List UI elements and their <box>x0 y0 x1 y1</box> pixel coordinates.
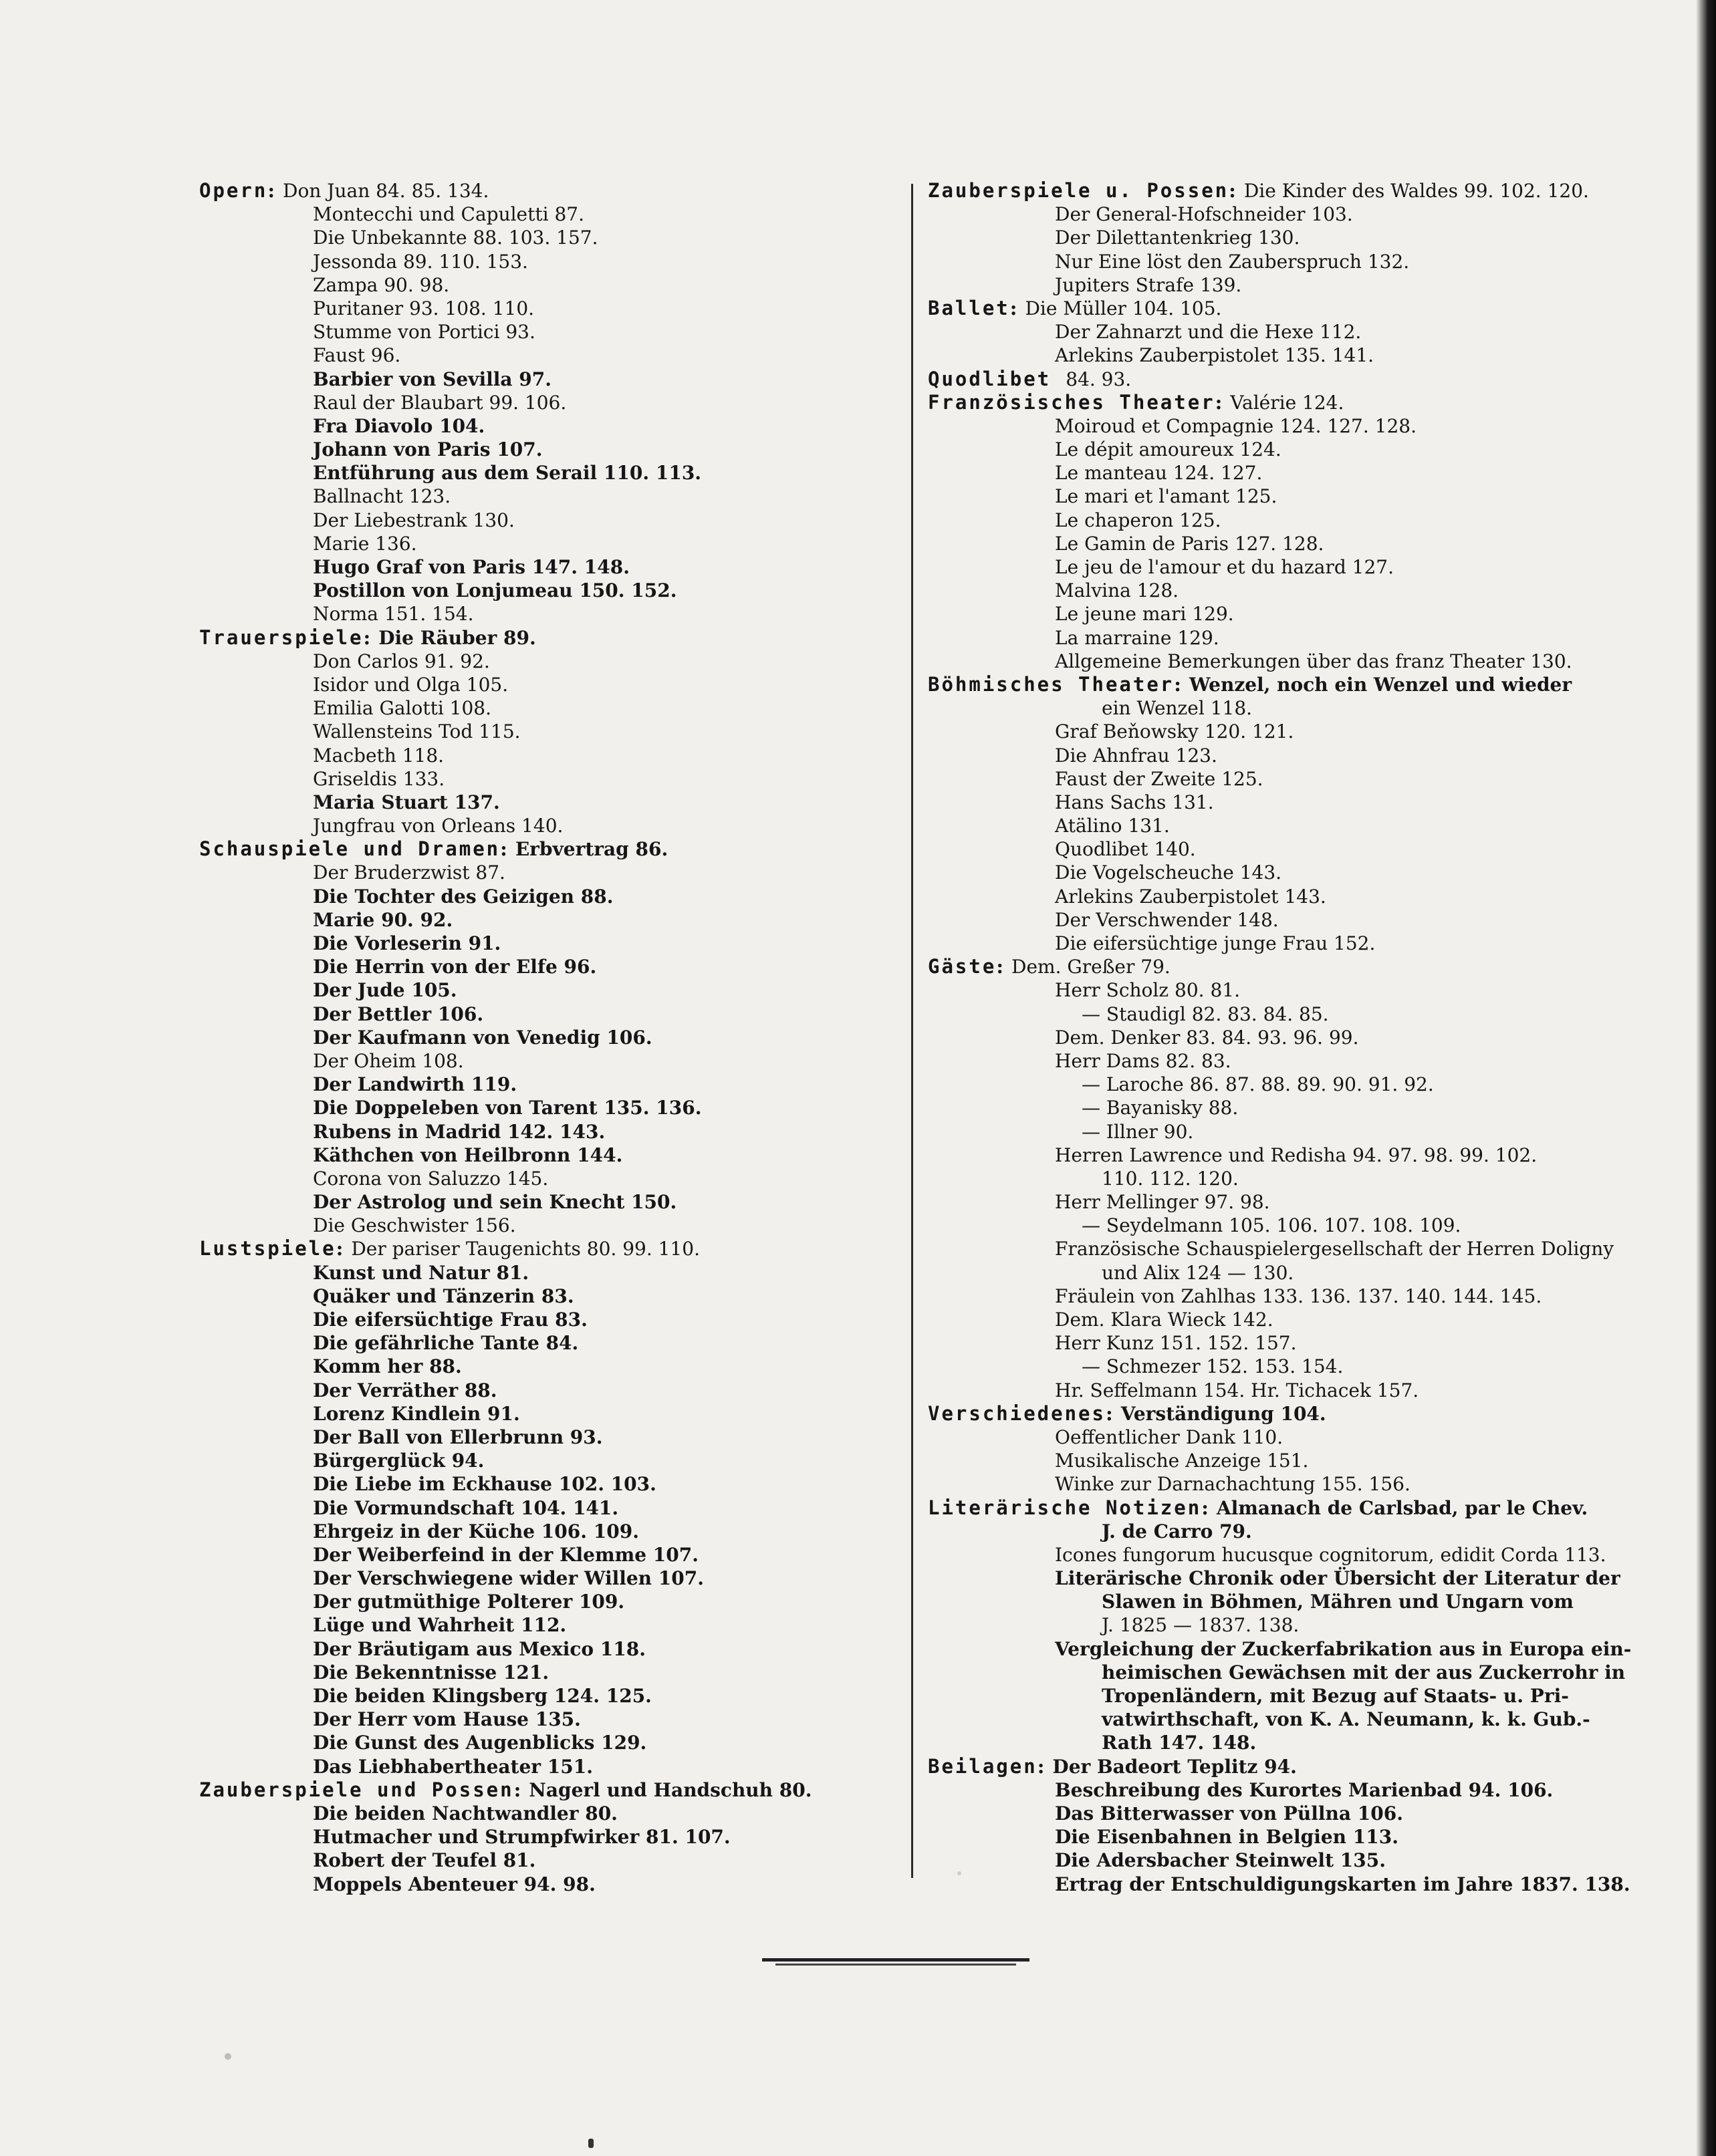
section-heading: Gäste <box>928 955 997 978</box>
index-entry: Arlekins Zauberpistolet 143. <box>1055 885 1326 908</box>
index-entry: Die Liebe im Eckhause 102. 103. <box>313 1473 656 1496</box>
index-entry: Macbeth 118. <box>313 744 445 767</box>
index-entry: Dem. Klara Wieck 142. <box>1055 1309 1273 1331</box>
index-entry: Die beiden Klingsberg 124. 125. <box>313 1685 652 1707</box>
section-heading: Literärische Notizen <box>928 1496 1202 1519</box>
end-rule-top <box>762 1958 1029 1962</box>
index-entry: Die gefährliche Tante 84. <box>313 1332 579 1355</box>
ink-speck <box>957 1871 961 1875</box>
index-section <box>199 1778 909 1896</box>
index-entry: Die Bekenntnisse 121. <box>313 1661 549 1683</box>
index-section <box>928 368 1643 391</box>
section-heading: Böhmisches Theater <box>928 672 1175 696</box>
index-section <box>199 179 909 626</box>
index-entry: Die eifersüchtige Frau 83. <box>313 1309 588 1331</box>
index-entry: Valérie 124. <box>1230 391 1344 414</box>
index-entry: Die Tochter des Geizigen 88. <box>313 885 614 908</box>
index-section <box>199 626 909 838</box>
index-entry: Hr. Seffelmann 154. Hr. Tichacek 157. <box>1055 1379 1419 1401</box>
index-entry: Zampa 90. 98. <box>313 273 450 296</box>
section-heading: Trauerspiele <box>199 626 364 649</box>
index-entry: Fräulein von Zahlhas 133. 136. 137. 140. 144. 145. <box>1055 1285 1542 1307</box>
page-edge-shadow <box>1696 0 1716 2156</box>
index-entry: Der Liebestrank 130. <box>313 509 515 531</box>
index-entry: Die Gunst des Augenblicks 129. <box>313 1732 647 1754</box>
index-entry: Puritaner 93. 108. 110. <box>313 297 535 319</box>
index-column-right <box>928 179 1643 1896</box>
index-entry: Postillon von Lonjumeau 150. 152. <box>313 579 677 602</box>
index-entry: — Seydelmann 105. 106. 107. 108. 109. <box>1082 1214 1461 1237</box>
index-entry: Le jeu de l'amour et du hazard 127. <box>1055 556 1394 578</box>
index-entry: Marie 90. 92. <box>313 908 453 931</box>
heading-colon: : <box>363 626 371 649</box>
index-section <box>928 673 1643 955</box>
index-entry: Die Geschwister 156. <box>313 1214 516 1237</box>
section-heading: Französisches Theater <box>928 390 1215 414</box>
index-entry: Hugo Graf von Paris 147. 148. <box>313 556 630 578</box>
index-entry: Atälino 131. <box>1055 815 1170 837</box>
index-entry: — Staudigl 82. 83. 84. 85. <box>1082 1002 1329 1025</box>
heading-colon: : <box>1037 1754 1045 1778</box>
index-entry: Le manteau 124. 127. <box>1055 462 1263 485</box>
index-entry: Le Gamin de Paris 127. 128. <box>1055 532 1324 555</box>
section-heading-line <box>199 626 909 650</box>
index-section <box>928 391 1643 673</box>
ink-speck <box>588 2139 594 2148</box>
section-heading: Beilagen <box>928 1754 1037 1778</box>
index-entry: Oeffentlicher Dank 110. <box>1055 1426 1283 1448</box>
index-entry: Dem. Denker 83. 84. 93. 96. 99. <box>1055 1026 1359 1049</box>
index-entry: Der Zahnarzt und die Hexe 112. <box>1055 321 1362 344</box>
index-entry: Der Bruderzwist 87. <box>313 861 505 884</box>
index-entry: Maria Stuart 137. <box>313 791 500 813</box>
section-heading: Opern <box>199 179 268 202</box>
index-entry: Ehrgeiz in der Küche 106. 109. <box>313 1520 639 1542</box>
index-entry: Komm her 88. <box>313 1355 462 1378</box>
index-entry-continuation: vatwirthschaft, von K. A. Neumann, k. k. Gub.- <box>1102 1708 1590 1731</box>
index-entry: Käthchen von Heilbronn 144. <box>313 1143 623 1166</box>
heading-colon: : <box>336 1237 344 1260</box>
index-entry: Le chaperon 125. <box>1055 509 1221 531</box>
section-heading-line <box>199 1778 909 1802</box>
index-entry: La marraine 129. <box>1055 626 1219 649</box>
index-entry: — Bayanisky 88. <box>1082 1097 1239 1119</box>
index-entry: Die Vogelscheuche 143. <box>1055 861 1282 884</box>
index-section <box>199 837 909 1237</box>
index-entry: — Laroche 86. 87. 88. 89. 90. 91. 92. <box>1082 1073 1434 1096</box>
index-entry: Das Bitterwasser von Püllna 106. <box>1055 1802 1403 1825</box>
section-heading: Schauspiele und Dramen <box>199 837 501 861</box>
index-entry-continuation: heimischen Gewächsen mit der aus Zuckerrohr in <box>1102 1661 1626 1683</box>
index-entry: Norma 151. 154. <box>313 603 474 626</box>
index-entry: Le dépit amoureux 124. <box>1055 438 1281 461</box>
index-column-left <box>199 179 909 1896</box>
index-entry-continuation: Rath 147. 148. <box>1102 1732 1257 1754</box>
index-entry: Griseldis 133. <box>313 767 445 790</box>
index-entry: Don Carlos 91. 92. <box>313 650 490 672</box>
index-section <box>928 1496 1643 1755</box>
index-entry: Vergleichung der Zuckerfabrikation aus in Europa ein- <box>1055 1637 1632 1660</box>
index-entry-continuation: Tropenländern, mit Bezug auf Staats- u. Pri- <box>1102 1685 1569 1707</box>
index-entry: Die Müller 104. 105. <box>1025 297 1222 319</box>
index-entry: Wenzel, noch ein Wenzel und wieder <box>1189 673 1572 696</box>
section-heading-line <box>928 673 1643 696</box>
index-entry: Arlekins Zauberpistolet 135. 141. <box>1055 344 1374 367</box>
index-entry: Graf Beňowsky 120. 121. <box>1055 720 1294 743</box>
index-entry: Robert der Teufel 81. <box>313 1849 536 1872</box>
section-heading-line <box>928 1496 1643 1520</box>
index-entry: Ballnacht 123. <box>313 485 451 508</box>
index-entry: Der General-Hofschneider 103. <box>1055 203 1353 226</box>
ink-speck <box>225 2053 231 2060</box>
index-entry: Hutmacher und Strumpfwirker 81. 107. <box>313 1826 731 1849</box>
index-entry: Faust 96. <box>313 344 401 367</box>
section-heading-line <box>928 1755 1643 1778</box>
index-section <box>928 179 1643 297</box>
section-heading-line <box>928 1402 1643 1426</box>
index-entry-continuation: J. de Carro 79. <box>1102 1520 1252 1542</box>
index-entry: Der Bettler 106. <box>313 1002 484 1025</box>
index-entry: Die Eisenbahnen in Belgien 113. <box>1055 1826 1398 1849</box>
index-section <box>199 1237 909 1778</box>
index-entry: Die beiden Nachtwandler 80. <box>313 1802 618 1825</box>
index-entry: Der Weiberfeind in der Klemme 107. <box>313 1543 699 1566</box>
section-heading-line <box>928 368 1643 391</box>
index-entry: Lorenz Kindlein 91. <box>313 1402 520 1425</box>
index-entry: Erbvertrag 86. <box>515 838 668 861</box>
index-entry: Der Badeort Teplitz 94. <box>1052 1755 1297 1778</box>
section-heading-line <box>928 955 1643 978</box>
section-heading: Ballet <box>928 296 1010 319</box>
index-entry: Dem. Greßer 79. <box>1011 956 1171 978</box>
heading-colon: : <box>1174 672 1181 696</box>
heading-colon: : <box>996 955 1004 978</box>
index-entry: Der pariser Taugenichts 80. 99. 110. <box>351 1238 700 1260</box>
section-heading-line <box>928 179 1643 203</box>
index-entry: Die Kinder des Waldes 99. 102. 120. <box>1243 180 1589 202</box>
index-entry: Herr Scholz 80. 81. <box>1055 979 1240 1002</box>
index-entry: Der Astrolog und sein Knecht 150. <box>313 1191 677 1214</box>
index-entry: 84. 93. <box>1066 368 1132 390</box>
index-section <box>928 297 1643 368</box>
heading-colon: : <box>1009 296 1017 319</box>
index-entry: Die Herrin von der Elfe 96. <box>313 956 597 978</box>
index-entry: Hans Sachs 131. <box>1055 791 1214 813</box>
index-entry: Montecchi und Capuletti 87. <box>313 203 585 226</box>
index-entry: Der Verschwender 148. <box>1055 908 1279 931</box>
index-entry: Herren Lawrence und Redisha 94. 97. 98. 99. 102. <box>1055 1143 1538 1166</box>
index-entry: Le mari et l'amant 125. <box>1055 485 1277 508</box>
index-entry: Der Landwirth 119. <box>313 1073 517 1096</box>
index-entry: Der Jude 105. <box>313 979 457 1002</box>
index-entry: Rubens in Madrid 142. 143. <box>313 1120 606 1143</box>
index-entry: Allgemeine Bemerkungen über das franz Theater 130. <box>1055 650 1572 672</box>
heading-colon: : <box>500 837 507 861</box>
section-heading-line <box>199 837 909 861</box>
index-entry: Die Adersbacher Steinwelt 135. <box>1055 1849 1386 1872</box>
section-heading-line <box>199 179 909 203</box>
index-entry: Le jeune mari 129. <box>1055 603 1234 626</box>
index-entry: Raul der Blaubart 99. 106. <box>313 391 567 414</box>
index-entry: Ertrag der Entschuldigungskarten im Jahre 1837. 138. <box>1055 1873 1630 1895</box>
column-divider <box>911 184 913 1878</box>
index-entry: Marie 136. <box>313 532 417 555</box>
index-entry: Isidor und Olga 105. <box>313 673 509 696</box>
index-entry: Beschreibung des Kurortes Marienbad 94. 106. <box>1055 1778 1554 1801</box>
index-entry: Literärische Chronik oder Übersicht der Literatur der <box>1055 1567 1620 1590</box>
index-entry: Der Herr vom Hause 135. <box>313 1708 581 1731</box>
index-entry: Der Kaufmann von Venedig 106. <box>313 1026 652 1049</box>
section-heading: Quodlibet <box>928 367 1052 390</box>
index-entry: Kunst und Natur 81. <box>313 1261 529 1284</box>
index-entry-continuation: ein Wenzel 118. <box>1102 697 1253 720</box>
index-entry-continuation: Slawen in Böhmen, Mähren und Ungarn vom <box>1102 1591 1574 1613</box>
index-entry: Jupiters Strafe 139. <box>1055 273 1242 296</box>
index-entry: Corona von Saluzzo 145. <box>313 1167 549 1190</box>
section-heading: Zauberspiele u. Possen <box>928 179 1229 202</box>
index-entry: Die Vormundschaft 104. 141. <box>313 1496 619 1519</box>
section-heading: Lustspiele <box>199 1237 336 1260</box>
section-heading-line <box>199 1237 909 1260</box>
heading-colon: : <box>1201 1496 1209 1519</box>
index-entry: Johann von Paris 107. <box>313 438 543 461</box>
index-entry: Nur Eine löst den Zauberspruch 132. <box>1055 250 1410 273</box>
index-section <box>928 1402 1643 1496</box>
heading-colon: : <box>1229 179 1236 202</box>
end-rule <box>762 1958 1029 1968</box>
index-entry: Herr Dams 82. 83. <box>1055 1049 1231 1072</box>
index-section <box>928 1755 1643 1896</box>
index-entry: Der Bräutigam aus Mexico 118. <box>313 1637 646 1660</box>
index-entry: Faust der Zweite 125. <box>1055 767 1263 790</box>
index-entry: Don Juan 84. 85. 134. <box>283 180 489 202</box>
index-entry: Jungfrau von Orleans 140. <box>313 815 564 837</box>
index-entry: Verständigung 104. <box>1120 1402 1326 1425</box>
index-entry: Quäker und Tänzerin 83. <box>313 1285 574 1307</box>
index-entry: Bürgerglück 94. <box>313 1450 485 1472</box>
index-entry: Malvina 128. <box>1055 579 1179 602</box>
section-heading: Zauberspiele und Possen <box>199 1778 514 1801</box>
index-entry: Die Doppeleben von Tarent 135. 136. <box>313 1097 702 1119</box>
index-entry: Der Dilettantenkrieg 130. <box>1055 227 1300 249</box>
index-entry: — Illner 90. <box>1082 1120 1194 1143</box>
index-entry: Der gutmüthige Polterer 109. <box>313 1591 625 1613</box>
index-entry-continuation: J. 1825 — 1837. 138. <box>1102 1614 1300 1637</box>
section-heading-line <box>928 297 1643 320</box>
index-entry: Stumme von Portici 93. <box>313 321 535 344</box>
index-entry-continuation: und Alix 124 — 130. <box>1102 1261 1294 1284</box>
heading-colon: : <box>1105 1401 1113 1425</box>
index-entry: Der Verräther 88. <box>313 1379 497 1401</box>
index-entry: Der Oheim 108. <box>313 1049 464 1072</box>
index-entry: Moppels Abenteuer 94. 98. <box>313 1873 596 1895</box>
index-entry: Wallensteins Tod 115. <box>313 720 521 743</box>
index-entry: — Schmezer 152. 153. 154. <box>1082 1355 1344 1378</box>
index-entry: Französische Schauspielergesellschaft der Herren Doligny <box>1055 1238 1614 1260</box>
index-section <box>928 955 1643 1402</box>
index-entry: Herr Kunz 151. 152. 157. <box>1055 1332 1297 1355</box>
section-heading-line <box>928 391 1643 414</box>
index-entry-continuation: 110. 112. 120. <box>1102 1167 1239 1190</box>
index-entry: Nagerl und Handschuh 80. <box>529 1778 812 1801</box>
index-entry: Emilia Galotti 108. <box>313 697 492 720</box>
index-entry: Lüge und Wahrheit 112. <box>313 1614 567 1637</box>
index-entry: Der Verschwiegene wider Willen 107. <box>313 1567 704 1590</box>
heading-colon: : <box>1215 390 1223 414</box>
heading-colon: : <box>513 1778 521 1801</box>
index-entry: Herr Mellinger 97. 98. <box>1055 1191 1270 1214</box>
end-rule-bottom <box>775 1964 1016 1966</box>
index-entry: Die Vorleserin 91. <box>313 932 501 954</box>
index-entry: Barbier von Sevilla 97. <box>313 368 551 390</box>
index-entry: Die Unbekannte 88. 103. 157. <box>313 227 598 249</box>
index-entry: Das Liebhabertheater 151. <box>313 1755 593 1778</box>
index-entry: Die Räuber 89. <box>378 626 536 649</box>
heading-colon: : <box>267 179 275 202</box>
section-heading: Verschiedenes <box>928 1401 1106 1425</box>
index-entry: Entführung aus dem Serail 110. 113. <box>313 462 702 485</box>
index-entry: Die eifersüchtige junge Frau 152. <box>1055 932 1376 954</box>
index-entry: Icones fungorum hucusque cognitorum, edidit Corda 113. <box>1055 1543 1606 1566</box>
index-entry: Der Ball von Ellerbrunn 93. <box>313 1426 603 1448</box>
index-entry: Almanach de Carlsbad, par le Chev. <box>1216 1496 1588 1519</box>
index-entry: Quodlibet 140. <box>1055 838 1196 861</box>
index-entry: Winke zur Darnachachtung 155. 156. <box>1055 1473 1411 1496</box>
index-entry: Jessonda 89. 110. 153. <box>313 250 528 273</box>
index-entry: Moiroud et Compagnie 124. 127. 128. <box>1055 414 1417 437</box>
index-entry: Musikalische Anzeige 151. <box>1055 1450 1309 1472</box>
index-entry: Die Ahnfrau 123. <box>1055 744 1217 767</box>
heading-colon <box>1051 368 1058 391</box>
index-entry: Fra Diavolo 104. <box>313 414 485 437</box>
